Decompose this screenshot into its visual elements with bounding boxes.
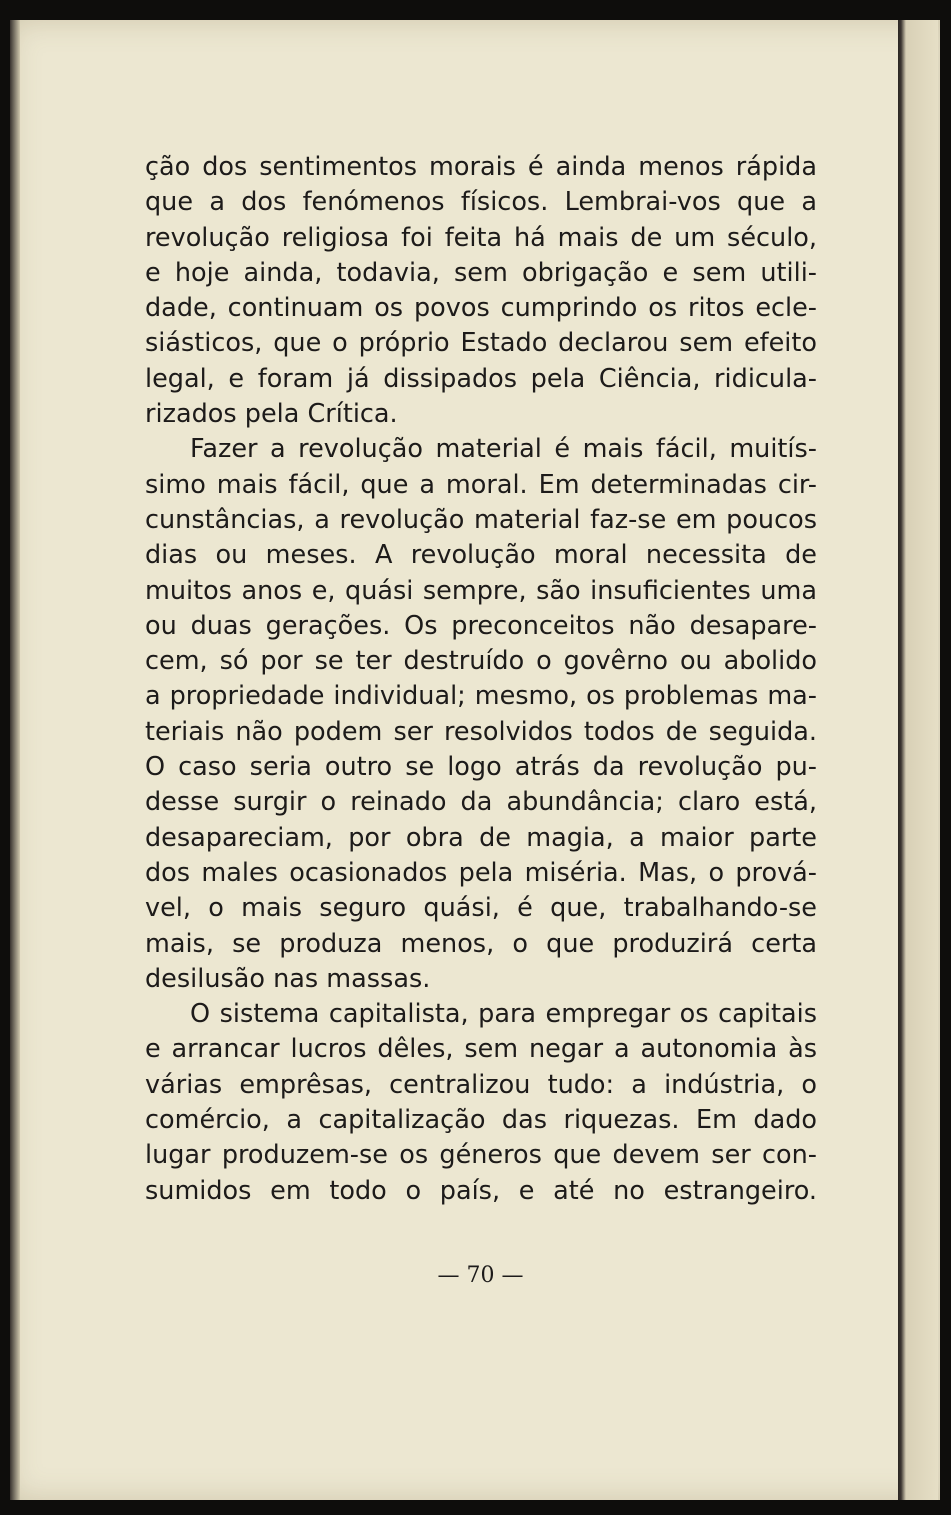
text-line: dade, continuam os povos cumprindo os ritos ecle- <box>145 293 817 324</box>
text-line: O sistema capitalista, para empregar os capitais <box>190 999 817 1030</box>
text-line: a propriedade individual; mesmo, os problemas ma- <box>145 681 817 712</box>
text-line: comércio, a capitalização das riquezas. Em dado <box>145 1105 817 1136</box>
text-line: teriais não podem ser resolvidos todos de seguida. <box>145 716 817 747</box>
text-line: O caso seria outro se logo atrás da revolução pu- <box>145 752 817 783</box>
text-line: várias emprêsas, centralizou tudo: a indústria, o <box>145 1069 817 1100</box>
text-line: ou duas gerações. Os preconceitos não desapare- <box>145 610 817 641</box>
text-line: desilusão nas massas. <box>145 963 431 994</box>
text-line: e hoje ainda, todavia, sem obrigação e sem utili- <box>145 257 817 288</box>
text-line: simo mais fácil, que a moral. Em determinadas cir- <box>145 469 817 500</box>
text-line: e arrancar lucros dêles, sem negar a autonomia às <box>145 1034 817 1065</box>
text-line: rizados pela Crítica. <box>145 399 398 430</box>
text-line: cunstâncias, a revolução material faz-se em poucos <box>145 504 817 535</box>
text-line: revolução religiosa foi feita há mais de um século, <box>145 222 817 253</box>
body-text <box>145 150 817 1209</box>
text-line: dias ou meses. A revolução moral necessita de <box>145 540 817 571</box>
paragraph-2 <box>145 432 817 997</box>
text-line: ção dos sentimentos morais é ainda menos rápida <box>145 152 817 182</box>
text-line: mais, se produza menos, o que produzirá certa <box>145 928 817 959</box>
text-line: vel, o mais seguro quási, é que, trabalhando-se <box>145 893 817 924</box>
text-line: legal, e foram já dissipados pela Ciência, ridicula- <box>145 363 817 394</box>
paragraph-1 <box>145 150 817 432</box>
text-line: muitos anos e, quási sempre, são insuficientes uma <box>145 575 817 606</box>
text-line: cem, só por se ter destruído o govêrno ou abolido <box>145 646 817 677</box>
text-line: lugar produzem-se os géneros que devem ser con- <box>145 1140 817 1171</box>
page-number: — 70 — <box>437 1263 524 1288</box>
paragraph-3 <box>145 997 817 1209</box>
text-line: Fazer a revolução material é mais fácil, muitís- <box>190 434 817 465</box>
text-line: siásticos, que o próprio Estado declarou sem efeito <box>145 328 817 359</box>
text-line: que a dos fenómenos físicos. Lembrai-vos que a <box>145 187 817 218</box>
text-line: sumidos em todo o país, e até no estrangeiro. <box>145 1175 817 1206</box>
text-line: dos males ocasionados pela miséria. Mas, o prová- <box>145 857 817 888</box>
text-line: desse surgir o reinado da abundância; claro está, <box>145 787 817 818</box>
text-line: desapareciam, por obra de magia, a maior parte <box>145 822 817 853</box>
